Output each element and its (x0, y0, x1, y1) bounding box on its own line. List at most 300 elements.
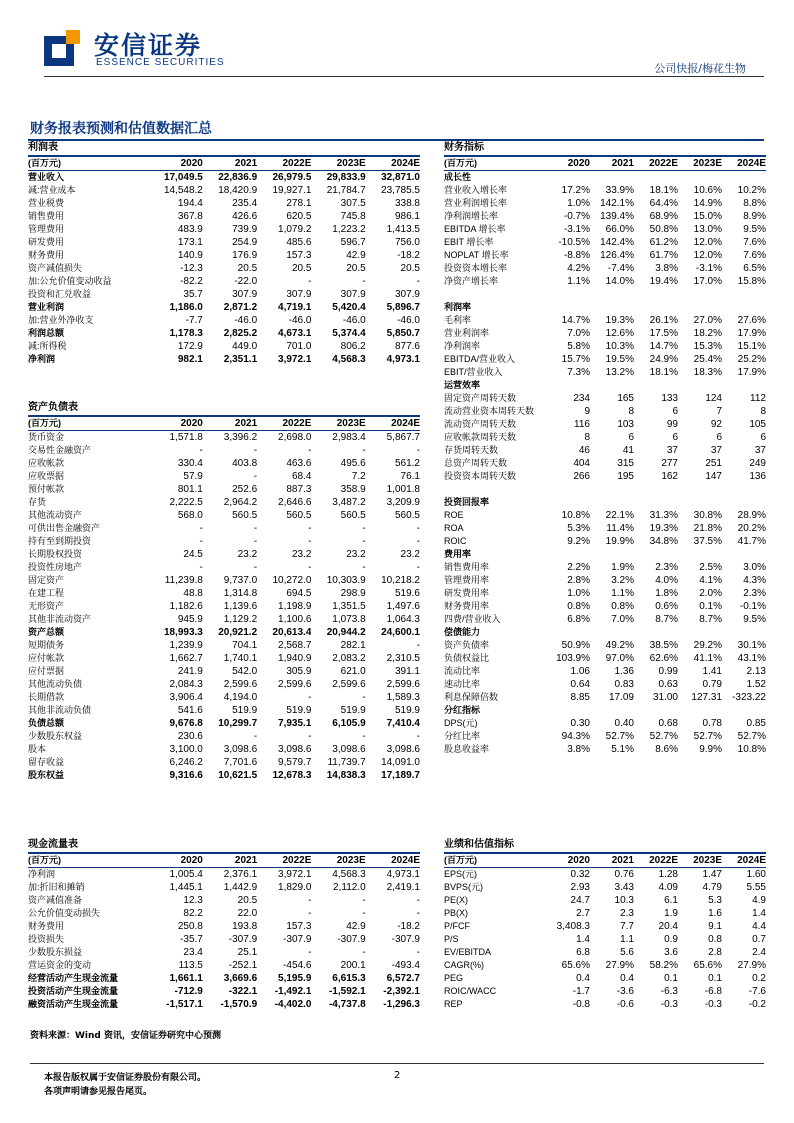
cell-value: -8.8% (563, 250, 590, 261)
table-row (444, 959, 766, 972)
year-header: 2024E (722, 157, 766, 171)
cell-value: 10.3 (614, 895, 634, 906)
cell-value: 249 (749, 458, 766, 469)
cell-value: 8.7% (655, 614, 678, 625)
row-label: 投资回报率 (444, 497, 490, 507)
row-label: 股息收益率 (444, 744, 490, 754)
cell-value: 18.1% (649, 367, 678, 378)
cell-value: 1,351.5 (332, 601, 366, 612)
year-header: 2022E (634, 157, 678, 171)
cell-value: 4.0% (655, 575, 678, 586)
table-row (444, 868, 766, 882)
cell-value: - (308, 692, 312, 703)
table-row (28, 275, 420, 288)
cell-value: 10.8% (737, 744, 766, 755)
unit-label: (百万元) (444, 854, 546, 868)
cell-value: -0.3 (660, 999, 678, 1010)
row-label: 管理费用 (28, 224, 65, 234)
table-row (28, 639, 420, 652)
cell-value: 3,098.6 (332, 744, 366, 755)
cell-value: 17,049.5 (163, 172, 203, 183)
cell-value: - (199, 445, 203, 456)
cell-value: -3.1% (695, 263, 722, 274)
cell-value: 127.31 (691, 692, 722, 703)
table-row (444, 301, 766, 314)
cell-value (678, 379, 722, 392)
cell-value: 19.9% (605, 536, 634, 547)
table-row (28, 691, 420, 704)
cell-value: 2.8% (567, 575, 590, 586)
row-label: 应付帐款 (28, 653, 65, 663)
cell-value: 4,568.3 (332, 869, 366, 880)
cell-value (678, 301, 722, 314)
row-label: CAGR(%) (444, 960, 484, 970)
cell-value: 0.2 (752, 973, 766, 984)
row-label: 固定资产周转天数 (444, 393, 517, 403)
row-label: 长期借款 (28, 692, 65, 702)
table-row (444, 457, 766, 470)
cell-value (634, 626, 678, 639)
cell-value: 2,825.2 (223, 328, 258, 339)
cell-value: 495.6 (340, 458, 366, 469)
row-label (444, 483, 546, 496)
cell-value (546, 704, 590, 717)
row-label: 加:公允价值变动收益 (28, 276, 112, 286)
cell-value: 14,548.2 (163, 185, 203, 196)
cell-value: 58.2% (649, 960, 678, 971)
row-label: 流动营业资本周转天数 (444, 406, 535, 416)
cell-value: 403.8 (232, 458, 258, 469)
table-row (444, 730, 766, 743)
cell-value: 596.7 (340, 237, 366, 248)
unit-label: (百万元) (28, 417, 149, 431)
cell-value (678, 496, 722, 509)
cell-value (722, 288, 766, 301)
cell-value: 560.5 (340, 510, 366, 521)
cell-value: 6,615.3 (332, 973, 366, 984)
table-row (444, 184, 766, 197)
cell-value: -1,592.1 (328, 986, 366, 997)
cell-value: - (199, 536, 203, 547)
row-label: 净利润 (28, 354, 56, 364)
row-label: PE(X) (444, 895, 469, 905)
cell-value (678, 548, 722, 561)
cell-value: 739.9 (232, 224, 258, 235)
cell-value: 194.4 (177, 198, 203, 209)
cell-value: 5.3 (708, 895, 722, 906)
cell-value (722, 171, 766, 185)
cell-value: 0.63 (658, 679, 678, 690)
cell-value: 1,571.8 (169, 432, 203, 443)
cell-value: 3,098.6 (223, 744, 258, 755)
cell-value: 1,829.0 (278, 882, 312, 893)
cell-value: 195 (617, 471, 634, 482)
cell-value: 10,272.0 (272, 575, 312, 586)
cell-value: 103.9% (556, 653, 590, 664)
row-label: P/S (444, 934, 459, 944)
cell-value: 8.8% (743, 198, 766, 209)
cell-value (678, 704, 722, 717)
cell-value: 1,662.7 (169, 653, 203, 664)
cell-value: 6,105.9 (332, 718, 366, 729)
cell-value: 2,376.1 (223, 869, 258, 880)
cell-value: 2.3% (743, 588, 766, 599)
cell-value: 1,073.8 (332, 614, 366, 625)
cell-value: 254.9 (232, 237, 258, 248)
row-label: PB(X) (444, 908, 469, 918)
cell-value: -7.4% (607, 263, 634, 274)
row-label: 分红比率 (444, 731, 481, 741)
table-row (28, 626, 420, 639)
row-label: 负债权益比 (444, 653, 490, 663)
table-row (28, 522, 420, 535)
cell-value: - (308, 445, 312, 456)
table-row (28, 907, 420, 920)
cell-value: 25.2% (737, 354, 766, 365)
year-header: 2022E (257, 417, 311, 431)
cell-value: 1,445.1 (169, 882, 203, 893)
row-label: 财务费用 (28, 250, 65, 260)
cell-value: 404 (573, 458, 590, 469)
cell-value: 0.64 (570, 679, 590, 690)
cell-value: -1,570.9 (220, 999, 258, 1010)
cell-value: 112 (750, 393, 766, 404)
cell-value: 4,194.0 (223, 692, 258, 703)
cell-value: -307.9 (228, 934, 258, 945)
cell-value: -307.9 (337, 934, 366, 945)
cell-value: - (199, 523, 203, 534)
cell-value: 68.9% (649, 211, 678, 222)
cell-value: 0.9 (664, 934, 678, 945)
cell-value: 5.6 (620, 947, 634, 958)
row-label: 其他非流动资产 (28, 614, 92, 624)
cell-value (590, 379, 634, 392)
cell-value: -1,492.1 (274, 986, 312, 997)
cell-value: 15.0% (693, 211, 722, 222)
cell-value: -1,296.3 (383, 999, 420, 1010)
cell-value: -307.9 (283, 934, 312, 945)
cell-value: 12.0% (693, 237, 722, 248)
cell-value: - (362, 947, 366, 958)
cell-value: 307.5 (340, 198, 366, 209)
cell-value: 20.5 (291, 263, 312, 274)
cell-value: 1.41 (702, 666, 722, 677)
cell-value: 0.99 (658, 666, 678, 677)
cell-value: 1,239.9 (169, 640, 203, 651)
cell-value: - (308, 895, 312, 906)
cell-value: 4,973.1 (386, 869, 420, 880)
row-label: 货币资金 (28, 432, 65, 442)
cell-value: 7,701.6 (223, 757, 258, 768)
table-row (444, 431, 766, 444)
table-row (28, 881, 420, 894)
table-row (444, 561, 766, 574)
cell-value: 15.7% (561, 354, 590, 365)
cell-value: 30.8% (693, 510, 722, 521)
cell-value: 126.4% (600, 250, 634, 261)
ratios-section (444, 141, 766, 756)
year-header: 2021 (203, 854, 257, 868)
table-row (28, 288, 420, 301)
cell-value: - (253, 523, 258, 534)
cell-value: - (253, 731, 258, 742)
row-label: 营业利润率 (444, 328, 490, 338)
row-label: 负债总额 (28, 718, 65, 728)
row-label: 少数股东损益 (28, 947, 83, 957)
cell-value: 7.6% (743, 250, 766, 261)
cell-value: 745.8 (340, 211, 366, 222)
cell-value: -46.0 (342, 315, 366, 326)
table-row (444, 972, 766, 985)
row-label: 在建工程 (28, 588, 65, 598)
table-row (444, 340, 766, 353)
row-label: ROIC/WACC (444, 986, 497, 996)
cell-value: 1,198.9 (278, 601, 312, 612)
cell-value: 3,100.0 (169, 744, 203, 755)
cell-value: 519.9 (340, 705, 366, 716)
cell-value: 1,661.1 (169, 973, 203, 984)
table-row (28, 223, 420, 236)
row-label: 股本 (28, 744, 47, 754)
cell-value: 6 (672, 406, 678, 417)
row-label: EBITDA 增长率 (444, 224, 506, 234)
cell-value: 560.5 (286, 510, 312, 521)
cell-value: - (253, 562, 258, 573)
table-row (28, 769, 420, 782)
year-header: 2023E (678, 157, 722, 171)
row-label: 其他流动资产 (28, 510, 83, 520)
cell-value: -4,737.8 (328, 999, 366, 1010)
cell-value: 485.6 (286, 237, 312, 248)
table-row (28, 652, 420, 665)
cell-value: 1,940.9 (278, 653, 312, 664)
cell-value: 3.0% (743, 562, 766, 573)
cell-value: - (362, 692, 366, 703)
table-row (28, 868, 420, 882)
cell-value: 305.9 (286, 666, 312, 677)
cell-value: 3,669.6 (223, 973, 258, 984)
year-header: 2020 (149, 417, 203, 431)
cell-value: 3.43 (614, 882, 634, 893)
table-row (28, 587, 420, 600)
cell-value: 19.4% (649, 276, 678, 287)
row-label: 融资活动产生现金流量 (28, 999, 119, 1009)
cell-value: 142.1% (600, 198, 634, 209)
logo-text: 安信证券 (94, 31, 203, 60)
cell-value: 1.1 (620, 934, 634, 945)
cell-value: 1.60 (746, 869, 766, 880)
cell-value: - (416, 908, 420, 919)
row-label: 投资损失 (28, 934, 65, 944)
cell-value: 560.5 (394, 510, 420, 521)
logo-subtext: ESSENCE SECURITIES (96, 57, 225, 68)
cell-value: -7.6 (748, 986, 766, 997)
cell-value: 20.5 (237, 895, 258, 906)
cell-value: -12.3 (180, 263, 203, 274)
cell-value: 560.5 (232, 510, 258, 521)
cashflow-section (28, 838, 420, 1011)
cell-value: 338.8 (394, 198, 420, 209)
cell-value: 193.8 (232, 921, 258, 932)
cell-value: 20,613.4 (272, 627, 312, 638)
cell-value: -712.9 (174, 986, 203, 997)
cell-value: 0.1 (708, 973, 722, 984)
cell-value: 2.4 (752, 947, 766, 958)
table-row (28, 717, 420, 730)
cell-value: 7.2 (351, 471, 366, 482)
cell-value: 4.1% (699, 575, 722, 586)
table-row (444, 894, 766, 907)
table-row (444, 327, 766, 340)
cell-value (678, 171, 722, 185)
cell-value (634, 301, 678, 314)
row-label: 资产减值损失 (28, 263, 83, 273)
cell-value: 31.00 (652, 692, 678, 703)
row-label: 净资产增长率 (444, 276, 499, 286)
cell-value: 22.1% (605, 510, 634, 521)
row-label: 投资性房地产 (28, 562, 83, 572)
footer-disclaimer: 各项声明请参见报告尾页。 (44, 1087, 153, 1097)
table-row (444, 743, 766, 756)
year-header: 2020 (546, 854, 590, 868)
cell-value: 0.8 (708, 934, 722, 945)
row-label: 存货 (28, 497, 47, 507)
cell-value (546, 288, 590, 301)
cell-value: 3.8% (655, 263, 678, 274)
cell-value: 176.9 (232, 250, 258, 261)
cell-value: - (362, 276, 366, 287)
balance-table (28, 417, 420, 782)
cell-value: - (199, 562, 203, 573)
cell-value: 3,396.2 (223, 432, 258, 443)
row-label: DPS(元) (444, 718, 478, 728)
table-row (28, 249, 420, 262)
cell-value: 6 (760, 432, 766, 443)
cell-value: 1,314.8 (223, 588, 258, 599)
cell-value: 1,442.9 (223, 882, 258, 893)
cell-value: 9,579.7 (278, 757, 312, 768)
table-row (28, 470, 420, 483)
cell-value: 251 (705, 458, 722, 469)
cell-value: 173.1 (177, 237, 203, 248)
cell-value: 22.0 (237, 908, 258, 919)
cell-value: 61.7% (649, 250, 678, 261)
cell-value: - (362, 445, 366, 456)
ratios-title: 财务指标 (444, 141, 766, 157)
table-row (28, 561, 420, 574)
row-label: 加:折旧和摊销 (28, 882, 85, 892)
cell-value: 29,833.9 (326, 172, 366, 183)
cell-value: 0.8% (611, 601, 634, 612)
cell-value: 48.8 (183, 588, 203, 599)
cashflow-title: 现金流量表 (28, 838, 420, 854)
cell-value: 133 (661, 393, 678, 404)
row-label: 销售费用 (28, 211, 65, 221)
table-row (444, 639, 766, 652)
cell-value: 12.0% (693, 250, 722, 261)
logo-mark-icon (44, 30, 84, 70)
table-row (444, 236, 766, 249)
table-row (444, 275, 766, 288)
table-row (444, 652, 766, 665)
cell-value: 162 (661, 471, 678, 482)
footer-divider (30, 1063, 764, 1064)
cell-value: 33.9% (605, 185, 634, 196)
cell-value: 483.9 (177, 224, 203, 235)
cell-value: - (416, 523, 420, 534)
cell-value: 307.9 (286, 289, 312, 300)
cell-value: -0.7% (563, 211, 590, 222)
cell-value: -82.2 (180, 276, 203, 287)
row-label: 净利润 (28, 869, 56, 879)
cell-value: 20.4 (658, 921, 678, 932)
row-label: 费用率 (444, 549, 472, 559)
cell-value: 2.2% (567, 562, 590, 573)
cell-value: 18.3% (693, 367, 722, 378)
row-label: REP (444, 999, 463, 1009)
table-header-row (444, 157, 766, 171)
table-row (444, 379, 766, 392)
cell-value: 0.7 (752, 934, 766, 945)
cell-value (678, 626, 722, 639)
cell-value: 25.4% (693, 354, 722, 365)
cell-value: - (308, 523, 312, 534)
cell-value: -3.1% (563, 224, 590, 235)
table-row (28, 171, 420, 185)
row-label: 其他流动负债 (28, 679, 83, 689)
cell-value: 97.0% (605, 653, 634, 664)
cell-value (722, 548, 766, 561)
cell-value: 5.3% (567, 523, 590, 534)
cell-value: - (253, 536, 258, 547)
cell-value: 2.93 (570, 882, 590, 893)
table-row (28, 998, 420, 1011)
cell-value: 235.4 (232, 198, 258, 209)
cell-value (678, 483, 722, 496)
cell-value: 147 (705, 471, 722, 482)
cell-value: 1.9% (611, 562, 634, 573)
cell-value: 1.36 (614, 666, 634, 677)
cell-value: 41.7% (737, 536, 766, 547)
cell-value: 5.8% (567, 341, 590, 352)
cell-value: -323.22 (732, 692, 766, 703)
cell-value: 230.6 (177, 731, 203, 742)
row-label: 毛利率 (444, 315, 472, 325)
year-header: 2023E (678, 854, 722, 868)
cell-value: 142.4% (600, 237, 634, 248)
cell-value: 37.5% (693, 536, 722, 547)
cell-value: - (308, 562, 312, 573)
row-label: 投资资本增长率 (444, 263, 508, 273)
cell-value: 701.0 (286, 341, 312, 352)
cell-value: 2,084.3 (169, 679, 203, 690)
cell-value: 14.7% (649, 341, 678, 352)
cell-value: 620.5 (286, 211, 312, 222)
cell-value: 19.5% (605, 354, 634, 365)
cell-value: 0.85 (746, 718, 766, 729)
table-row (28, 756, 420, 769)
table-row (444, 920, 766, 933)
cell-value: 519.9 (232, 705, 258, 716)
cell-value: 2.3% (655, 562, 678, 573)
year-header: 2021 (203, 417, 257, 431)
cell-value: 10,299.7 (218, 718, 258, 729)
cell-value: 12.3 (183, 895, 203, 906)
cell-value: 1,186.0 (169, 302, 203, 313)
cell-value: 887.3 (286, 484, 312, 495)
cell-value: 14.7% (561, 315, 590, 326)
row-label: 利润率 (444, 302, 472, 312)
